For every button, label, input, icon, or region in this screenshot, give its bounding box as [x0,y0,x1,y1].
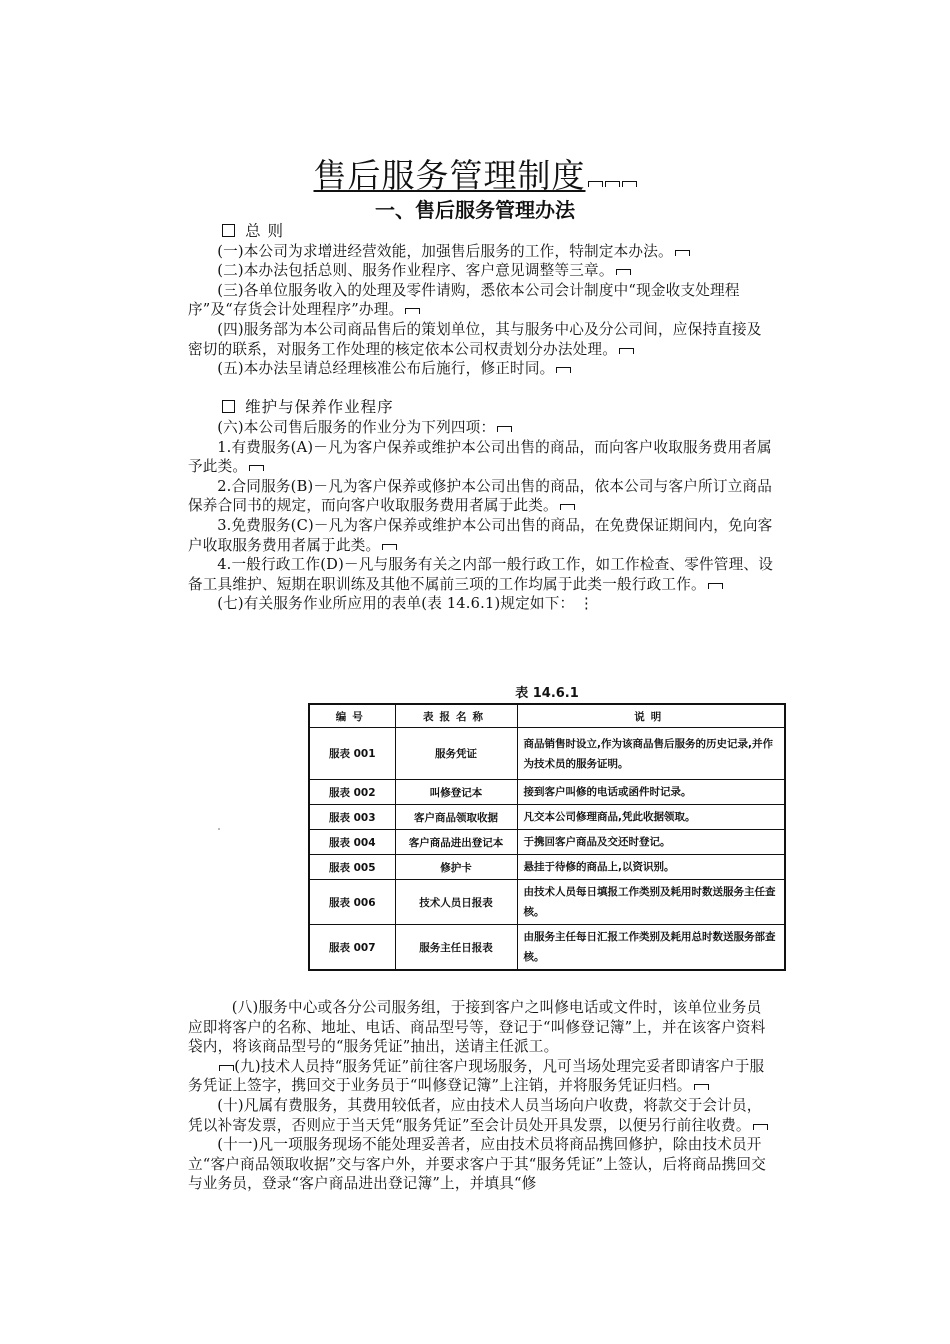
paragraph-mark-icon [497,426,512,432]
paragraph: (三)各单位服务收入的处理及零件请购，悉依本公司会计制度中“现金收支处理程序”及“存货会计处理程序”办理。 [188,281,740,319]
paragraph-mark-icon [249,465,264,471]
document-subtitle: 一、售后服务管理办法 [375,198,575,222]
paragraph-mark-icon [588,181,603,187]
paragraph: 3.免费服务(C)－凡为客户保养或维护本公司出售的商品，在免费保证期间内，免向客户收取服务费用者属于此类。 [188,516,773,554]
paragraph: 1.有费服务(A)－凡为客户保养或维护本公司出售的商品，而向客户收取服务费用者属予此类。 [188,438,772,476]
paragraph-mark-icon [675,250,690,256]
paragraph: (五)本办法呈请总经理核准公布后施行，修正时同。 [188,359,773,379]
column-header: 说明 [517,704,785,728]
paragraph-mark-icon [619,348,634,354]
paragraph: (一)本公司为求增进经营效能，加强售后服务的工作，特制定本办法。 [188,242,773,262]
scan-speck [218,828,220,830]
paragraph-mark-icon [753,1124,768,1130]
paragraph-mark-icon [382,544,397,550]
paragraph-mark-icon [622,181,637,187]
paragraph-mark-icon [605,181,620,187]
table-row: 服表 005 修护卡 悬挂于待修的商品上,以资识别。 [309,855,785,880]
paragraph-mark-icon [616,269,631,275]
paragraph: (六)本公司售后服务的作业分为下列四项： [188,418,773,438]
paragraph: (九)技术人员持“服务凭证”前往客户现场服务，凡可当场处理完妥者即请客户于服务凭证上签字，携回交于业务员于“叫修登记簿”上注销，并将服务凭证归档。 [188,1057,765,1095]
column-header: 表报名称 [395,704,517,728]
column-header: 编号 [309,704,395,728]
section-heading: 维护与保养作业程序 [222,398,773,418]
paragraph: (八)服务中心或各分公司服务组，于接到客户之叫修电话或文件时，该单位业务员应即将客户的名称、地址、电话、商品型号等，登记于“叫修登记簿”上，并在该客户资料袋内，将该商品型号的“服务凭证”抽出，送请主任派工。 [188,999,766,1056]
paragraph-mark-icon [694,1084,709,1090]
table-row: 服表 002 叫修登记本 接到客户叫修的电话或函件时记录。 [309,780,785,805]
forms-table [308,703,786,971]
checkbox-square-icon [222,400,235,413]
table-row: 服表 007 服务主任日报表 由服务主任每日汇报工作类别及耗用总时数送服务部查核。 [309,925,785,971]
paragraph: 2.合同服务(B)－凡为客户保养或修护本公司出售的商品，依本公司与客户所订立商品保养合同书的规定，而向客户收取服务费用者属于此类。 [188,477,773,515]
section-general [188,222,773,614]
table-header-row [309,704,785,728]
paragraph: (十)凡属有费服务，其费用较低者，应由技术人员当场向户收费，将款交于会计员，凭以补寄发票，否则应于当天凭“服务凭证”至会计员处开具发票，以便另行前往收费。 [188,1096,773,1135]
section-heading: 总 则 [222,222,773,242]
ellipsis-icon: ⋮ [579,595,594,613]
table-row: 服表 003 客户商品领取收据 凡交本公司修理商品,凭此收据领取。 [309,805,785,830]
checkbox-square-icon [222,224,235,237]
paragraph: 4.一般行政工作(D)－凡与服务有关之内部一般行政工作，如工作检查、零件管理、设备工具维护、短期在职训练及其他不属前三项的工作均属于此类一般行政工作。 [188,556,773,593]
paragraph: (四)服务部为本公司商品售后的策划单位，其与服务中心及分公司间，应保持直接及密切的联系，对服务工作处理的核定依本公司权责划分办法处理。 [188,320,762,358]
paragraph: (七)有关服务作业所应用的表单(表 14.6.1)规定如下： ⋮ [217,595,594,613]
paragraph-mark-icon [219,1065,234,1071]
paragraph: (二)本办法包括总则、服务作业程序、客户意见调整等三章。 [188,261,773,281]
paragraph: (十一)凡一项服务现场不能处理妥善者，应由技术员将商品携回修护，除由技术员开立“客户商品领取收据”交与客户外，并要求客户于其“服务凭证”上签认，后将商品携回交与业务员，登录“客户商品进出登记簿”上，并填具“修 [188,1136,767,1193]
paragraph-mark-icon [560,504,575,510]
document-title [0,154,950,198]
table-row: 服表 001 服务凭证 商品销售时设立,作为该商品售后服务的历史记录,并作为技术员的服务证明。 [309,728,785,780]
paragraph-mark-icon [405,308,420,314]
paragraph-mark-icon [708,583,723,589]
section-procedures-continued [188,998,773,1194]
title-text: 售后服务管理制度 [313,156,586,195]
table-caption: 表 14.6.1 [515,686,579,701]
paragraph-mark-icon [556,367,571,373]
table-row: 服表 004 客户商品进出登记本 于携回客户商品及交还时登记。 [309,830,785,855]
table-row: 服表 006 技术人员日报表 由技术人员每日填报工作类别及耗用时数送服务主任查核。 [309,880,785,925]
